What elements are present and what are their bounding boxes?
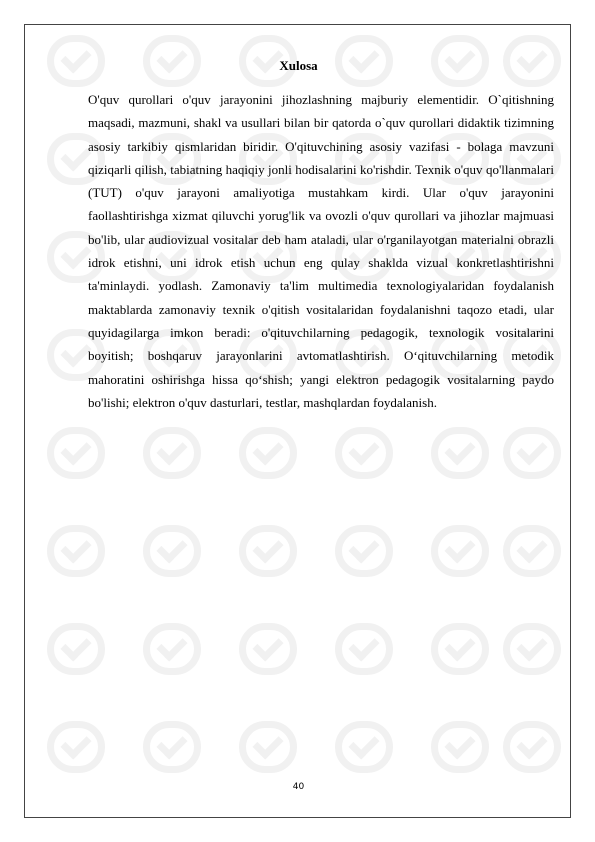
- check-circle-icon: [335, 623, 393, 675]
- check-circle-icon: [239, 721, 297, 773]
- check-circle-icon: [239, 623, 297, 675]
- check-circle-icon: [503, 623, 561, 675]
- check-circle-icon: [47, 721, 105, 773]
- check-circle-icon: [431, 623, 489, 675]
- check-circle-icon: [335, 721, 393, 773]
- document-page: [24, 24, 571, 818]
- check-circle-icon: [239, 427, 297, 479]
- check-circle-icon: [143, 427, 201, 479]
- body-paragraph: O'quv qurollari o'quv jarayonini jihozlashning majburiy elementidir. O`qitishning maqsadi, mazmuni, shakl va usullari bilan bir qatorda o`quv qurollari didaktik tizimning asosiy tarkibiy qismlaridan biridir. O'qituvchining asosiy vazifasi - bolaga mavzuni qiziqarli qilish, tabiatning haqiqiy jonli hodisalarini ko'rishdir. Texnik o'quv qo'llanmalari (TUT) o'quv jarayoni amaliyotiga mustahkam kirdi. Ular o'quv jarayonini faollashtirishga xizmat qiluvchi yorug'lik va ovozli o'quv qurollari va jihozlar majmuasi bo'lib, ular audiovizual vositalar deb ham ataladi, ular o'rganilayotgan materialni obrazli idrok etishni, uni idrok etish uchun eng qulay shaklda vizual konkretlashtirishni ta'minlaydi. yodlash. Zamonaviy ta'lim multimedia texnologiyalaridan foydalanish maktablarda zamonaviy texnik o'qitish vositalaridan foydalanishni taqozo etadi, ular quyidagilarga imkon beradi: o'qituvchilarning pedagogik, texnologik vositalarini boyitish; boshqaruv jarayonlarini avtomatlashtirish. O‘qituvchilarning metodik mahoratini oshirishga hissa qo‘shish; yangi elektron pedagogik vositalarning paydo bo'lishi; elektron o'quv dasturlari, testlar, mashqlardan foydalanish.: [88, 92, 554, 410]
- check-circle-icon: [503, 525, 561, 577]
- check-circle-icon: [335, 525, 393, 577]
- check-circle-icon: [143, 623, 201, 675]
- check-circle-icon: [335, 427, 393, 479]
- check-circle-icon: [143, 721, 201, 773]
- check-circle-icon: [431, 721, 489, 773]
- page-number: 40: [292, 782, 305, 792]
- check-circle-icon: [431, 427, 489, 479]
- check-circle-icon: [503, 721, 561, 773]
- check-circle-icon: [143, 525, 201, 577]
- check-circle-icon: [47, 427, 105, 479]
- document-title: Xulosa: [279, 58, 318, 73]
- check-circle-icon: [431, 525, 489, 577]
- check-circle-icon: [239, 525, 297, 577]
- check-circle-icon: [503, 427, 561, 479]
- check-circle-icon: [47, 525, 105, 577]
- check-circle-icon: [47, 623, 105, 675]
